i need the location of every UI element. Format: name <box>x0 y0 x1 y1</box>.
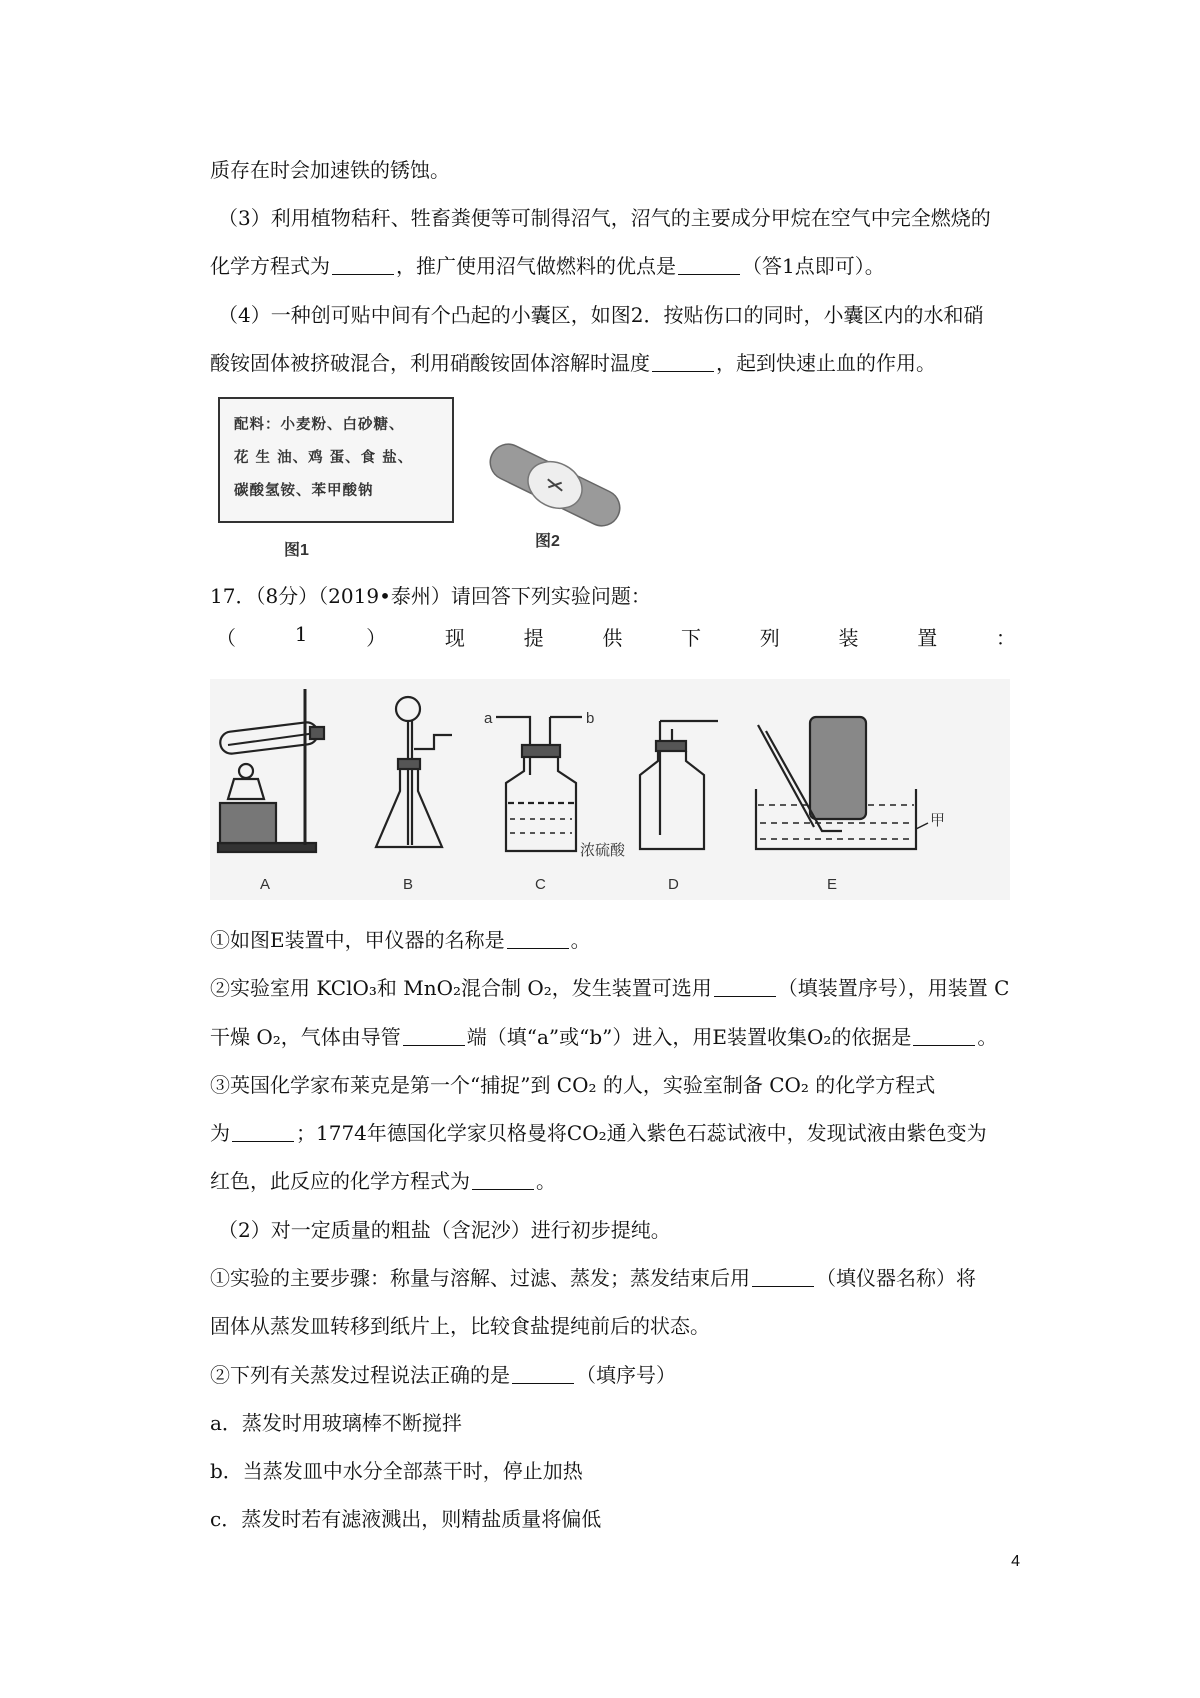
part-2-step-2 <box>210 1362 676 1388</box>
apparatus-illustration <box>210 679 1010 900</box>
tube-a-label: a <box>484 710 493 727</box>
heading-char: 置 <box>917 626 938 650</box>
figure-2-caption: 图2 <box>535 533 560 550</box>
sub-question-3-line3 <box>210 1168 556 1194</box>
text: 。 <box>977 1025 998 1049</box>
apparatus-label: A <box>260 876 271 893</box>
part-1-heading <box>216 622 1016 651</box>
text: ，起到快速止血的作用。 <box>716 351 936 375</box>
apparatus-d-drawing <box>640 721 718 849</box>
apparatus-b-drawing <box>376 697 452 847</box>
apparatus-e-drawing <box>756 717 928 849</box>
text: （填序号） <box>576 1363 676 1387</box>
text: 化学方程式为 <box>210 254 330 278</box>
apparatus-label: C <box>535 876 546 893</box>
text: 干燥 O₂，气体由导管 <box>210 1025 401 1049</box>
heading-char: 列 <box>759 626 780 650</box>
option-c: c．蒸发时若有滤液溅出，则精盐质量将偏低 <box>210 1507 602 1531</box>
text: 红色，此反应的化学方程式为 <box>210 1169 470 1193</box>
apparatus-a-drawing <box>218 689 324 852</box>
answer-blank[interactable] <box>332 256 394 275</box>
answer-blank[interactable] <box>678 256 740 275</box>
text: （填仪器名称）将 <box>816 1266 976 1290</box>
tube-b-label: b <box>586 710 595 727</box>
text: ；1774年德国化学家贝格曼将CO₂通入紫色石蕊试液中，发现试液由紫色变为 <box>296 1121 987 1145</box>
answer-blank[interactable] <box>913 1027 975 1046</box>
acid-label: 浓硫酸 <box>580 842 626 859</box>
ingredient-line: 配料：小麦粉、白砂糖、 <box>234 416 405 433</box>
heading-char: ： <box>995 626 1016 650</box>
heading-char: 供 <box>602 626 623 650</box>
text: 。 <box>570 928 591 952</box>
text: 为 <box>210 1121 230 1145</box>
answer-blank[interactable] <box>403 1027 465 1046</box>
answer-blank[interactable] <box>714 978 776 997</box>
instrument-jia-label: 甲 <box>930 812 946 829</box>
answer-blank[interactable] <box>512 1365 574 1384</box>
answer-blank[interactable] <box>507 930 569 949</box>
heading-char: 装 <box>838 626 859 650</box>
question-3-line2 <box>210 253 885 279</box>
question-4-line2 <box>210 350 936 376</box>
apparatus-label: B <box>403 876 414 893</box>
text: （填装置序号），用装置 C <box>777 976 1010 1000</box>
answer-blank[interactable] <box>752 1268 814 1287</box>
text: ①实验的主要步骤：称量与溶解、过滤、蒸发；蒸发结束后用 <box>210 1266 750 1290</box>
apparatus-label: D <box>668 876 679 893</box>
text: 端（填“a”或“b”）进入，用E装置收集O₂的依据是 <box>466 1025 912 1049</box>
text: 酸铵固体被挤破混合，利用硝酸铵固体溶解时温度 <box>210 351 650 375</box>
ingredient-line: 花 生 油、鸡 蛋、食 盐、 <box>234 449 414 466</box>
text: ，推广使用沼气做燃料的优点是 <box>396 254 676 278</box>
answer-blank[interactable] <box>652 353 714 372</box>
figure-1-ingredient-label <box>218 397 454 523</box>
heading-char: 现 <box>444 626 465 650</box>
text: 。 <box>536 1169 556 1193</box>
answer-blank[interactable] <box>472 1171 534 1190</box>
sub-question-1 <box>210 927 591 953</box>
text: （答1点即可）。 <box>742 254 885 278</box>
sub-question-2-line1 <box>210 975 1009 1001</box>
part-2-heading: （2）对一定质量的粗盐（含泥沙）进行初步提纯。 <box>218 1218 671 1242</box>
sub-question-3-line2 <box>210 1120 987 1146</box>
ingredient-line: 碳酸氢铵、苯甲酸钠 <box>234 482 374 499</box>
heading-char: 1 <box>294 622 308 646</box>
sub-question-3-line1: ③英国化学家布莱克是第一个“捕捉”到 CO₂ 的人，实验室制备 CO₂ 的化学方程式 <box>210 1073 936 1097</box>
sub-question-2-line2 <box>210 1024 997 1050</box>
apparatus-drawing <box>210 679 1010 900</box>
apparatus-label: E <box>827 876 838 893</box>
answer-blank[interactable] <box>232 1123 294 1142</box>
part-2-step-1 <box>210 1265 976 1291</box>
heading-char: （ <box>216 626 236 650</box>
part-2-step-1-cont: 固体从蒸发皿转移到纸片上，比较食盐提纯前后的状态。 <box>210 1314 710 1338</box>
question-17-heading: 17．（8分）（2019•泰州）请回答下列实验问题： <box>210 584 651 608</box>
option-b: b．当蒸发皿中水分全部蒸干时，停止加热 <box>210 1459 583 1483</box>
heading-char: 提 <box>523 626 544 650</box>
figure-2-bandage-image <box>480 440 630 530</box>
heading-char: ） <box>366 626 387 650</box>
apparatus-c-drawing <box>496 717 582 851</box>
option-a: a．蒸发时用玻璃棒不断搅拌 <box>210 1411 462 1435</box>
text-line: 质存在时会加速铁的锈蚀。 <box>210 158 450 182</box>
text: ②实验室用 KClO₃和 MnO₂混合制 O₂，发生装置可选用 <box>210 976 712 1000</box>
text: ①如图E装置中，甲仪器的名称是 <box>210 928 505 952</box>
figure-1-caption: 图1 <box>284 542 309 559</box>
question-4-line1: （4）一种创可贴中间有个凸起的小囊区，如图2．按贴伤口的同时，小囊区内的水和硝 <box>218 303 984 327</box>
question-3-line1: （3）利用植物秸秆、牲畜粪便等可制得沼气，沼气的主要成分甲烷在空气中完全燃烧的 <box>218 206 991 230</box>
text: ②下列有关蒸发过程说法正确的是 <box>210 1363 510 1387</box>
heading-char: 下 <box>681 626 702 650</box>
page-number: 4 <box>1011 1553 1020 1570</box>
